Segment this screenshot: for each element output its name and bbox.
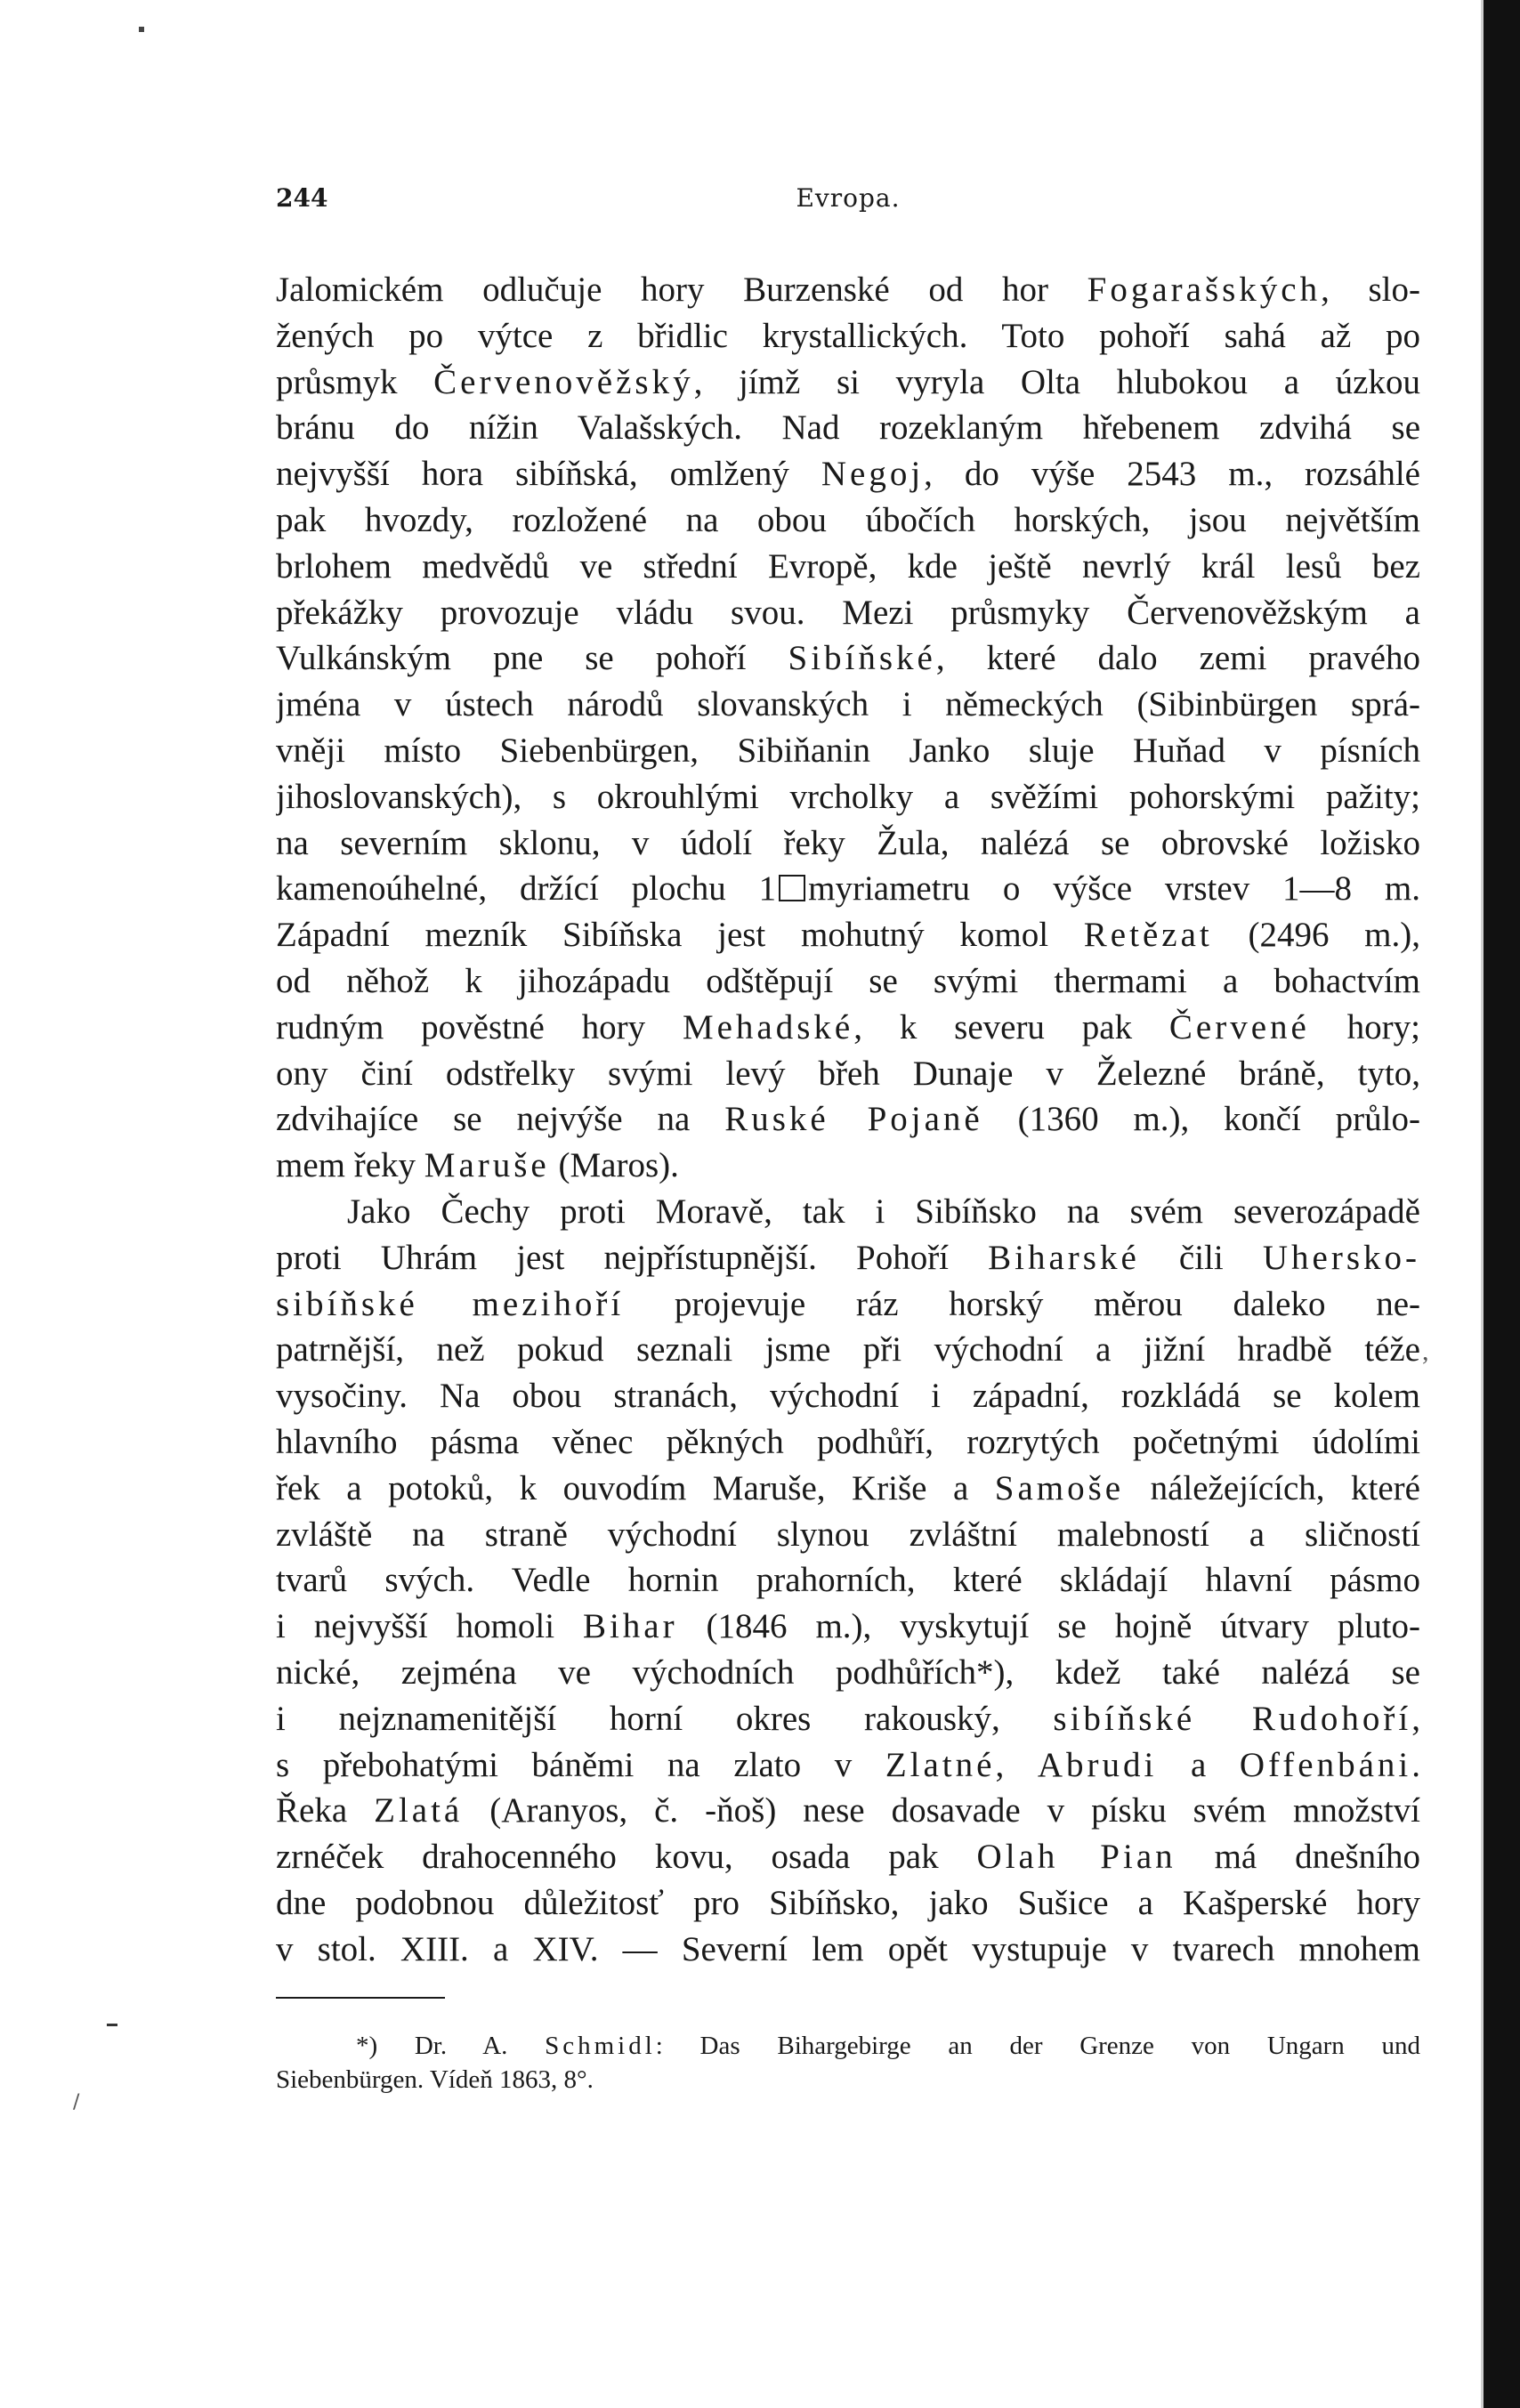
spaced-proper-name: Olah Pian xyxy=(976,1838,1176,1877)
page-number: 244 xyxy=(276,183,328,213)
spaced-proper-name: Retězat xyxy=(1083,916,1213,955)
body-line xyxy=(276,1466,1420,1512)
text-run: a xyxy=(1157,1745,1240,1784)
text-run: náležejících, které xyxy=(1124,1468,1420,1507)
body-line xyxy=(276,1189,1420,1235)
text-run: zvláště na straně východní slynou zvláštní malebností a sličností xyxy=(276,1515,1420,1554)
text-run: nejvyšší hora sibíňská, omlžený xyxy=(276,455,821,494)
text-run: Západní mezník Sibíňska jest mohutný komol xyxy=(276,916,1084,955)
text-run: myriametru o výšce vrstev 1—8 m. xyxy=(808,869,1420,909)
text-run: , xyxy=(1411,1699,1420,1738)
text-run: ony činí odstřelky svými levý břeh Dunaje v Železné bráně, tyto, xyxy=(276,1054,1420,1093)
body-line xyxy=(276,360,1420,406)
text-run: v stol. XIII. a XIV. — Severní lem opět vystupuje v tvarech mnohem xyxy=(276,1929,1420,1968)
body-line xyxy=(276,1419,1420,1466)
spaced-proper-name: Negoj xyxy=(821,455,925,494)
text-run: tvarů svých. Vedle hornin prahorních, které skládají hlavní pásmo xyxy=(276,1561,1420,1600)
body-line xyxy=(276,1880,1420,1927)
text-run: proti Uhrám jest nejpřístupnější. Pohoří xyxy=(276,1238,989,1277)
body-line xyxy=(276,1557,1420,1604)
body-line xyxy=(276,1096,1420,1143)
text-run: rudným pověstné hory xyxy=(276,1007,683,1046)
text-run: patrnější, než pokud seznali jsme při východní a jižní hradbě téže xyxy=(276,1330,1420,1370)
body-line xyxy=(276,635,1420,682)
body-line xyxy=(276,1742,1420,1789)
text-run: (Maros). xyxy=(549,1146,679,1185)
text-run: . xyxy=(1411,1745,1420,1784)
text-run: zrnéček drahocenného kovu, osada pak xyxy=(276,1838,977,1877)
spaced-proper-name: Abrudi xyxy=(1037,1745,1158,1784)
body-line xyxy=(276,1512,1420,1558)
text-run: (1846 m.), vyskytují se hojně útvary pluto- xyxy=(677,1607,1420,1646)
spaced-proper-name: Zlatá xyxy=(374,1791,464,1830)
text-run: Jako Čechy proti Moravě, tak i Sibíňsko na svém severozápadě xyxy=(347,1192,1420,1231)
spaced-proper-name: Schmidl xyxy=(545,2032,656,2060)
spaced-proper-name: Ruské Pojaně xyxy=(724,1100,983,1139)
text-run: , slo- xyxy=(1321,271,1420,309)
text-run: mem řeky xyxy=(276,1146,424,1185)
text-run: vysočiny. Na obou stranách, východní i západní, rozkládá se kolem xyxy=(276,1377,1420,1416)
text-run: projevuje ráz horský měrou daleko ne- xyxy=(624,1284,1420,1323)
text-run: Vulkánským pne se pohoří xyxy=(276,639,788,678)
text-run: jména v ústech národů slovanských i německých (Sibinbürgen sprá- xyxy=(276,685,1420,724)
text-run: jihoslovanských), s okrouhlými vrcholky a svěžími pohorskými pažity; xyxy=(276,777,1420,816)
footnote-rule xyxy=(276,1997,445,1999)
body-line xyxy=(276,682,1420,728)
text-run: řek a potoků, k ouvodím Maruše, Kriše a xyxy=(276,1468,995,1507)
margin-mark: , xyxy=(1422,1337,1429,1366)
body-line xyxy=(276,1005,1420,1051)
spaced-proper-name: Biharské xyxy=(988,1238,1140,1277)
text-run: , k severu pak xyxy=(853,1007,1169,1046)
text-run: vněji místo Siebenbürgen, Sibiňanin Janko sluje Huňad v písních xyxy=(276,731,1420,770)
scan-border-edge xyxy=(1481,0,1484,2408)
body-line xyxy=(276,1235,1420,1281)
spaced-proper-name: Červené xyxy=(1168,1007,1310,1046)
spaced-proper-name: Maruše xyxy=(424,1146,550,1185)
body-line xyxy=(276,405,1420,451)
spaced-proper-name: Červenověžský xyxy=(433,362,694,401)
text-run: na severním sklonu, v údolí řeky Žula, nalézá se obrovské ložisko xyxy=(276,823,1420,862)
text-run: čili xyxy=(1139,1238,1263,1277)
body-line xyxy=(276,728,1420,774)
text-run: pak hvozdy, rozložené na obou úbočích horských, jsou největším xyxy=(276,500,1420,539)
text-run: , do výše 2543 m., rozsáhlé xyxy=(924,455,1420,494)
text-run: Jalomickém odlučuje hory Burzenské od hor xyxy=(276,271,1087,309)
text-run: i nejvyšší homoli xyxy=(276,1607,583,1646)
text-run: Řeka xyxy=(276,1791,375,1830)
body-line xyxy=(276,313,1420,360)
text-run: i nejznamenitější horní okres rakouský, xyxy=(276,1699,1054,1738)
text-run: průsmyk xyxy=(276,362,434,401)
body-line xyxy=(276,820,1420,867)
body-line xyxy=(276,1788,1420,1834)
square-symbol xyxy=(779,875,805,901)
body-text xyxy=(276,267,1420,1972)
spaced-proper-name: sibíňské mezihoří xyxy=(276,1284,625,1323)
body-line xyxy=(276,1327,1420,1373)
body-line xyxy=(276,451,1420,497)
text-run: (Aranyos, č. -ňoš) nese dosavade v písku svém množství xyxy=(463,1791,1420,1830)
footnote xyxy=(276,2029,1420,2097)
text-run: dne podobnou důležitosť pro Sibíňsko, jako Sušice a Kašperské hory xyxy=(276,1883,1420,1922)
text-run: : Das Bihargebirge an der Grenze von Ungarn und xyxy=(655,2032,1420,2060)
text-run: kamenoúhelné, držící plochu 1 xyxy=(276,869,777,909)
footnote-line xyxy=(276,2029,1420,2063)
text-run: (1360 m.), končí průlo- xyxy=(982,1100,1420,1139)
page-header xyxy=(276,183,1420,219)
body-line xyxy=(276,544,1420,590)
spaced-proper-name: Fogarašských xyxy=(1087,271,1322,309)
body-line xyxy=(276,1927,1420,1973)
text-run: , jímž si vyryla Olta hlubokou a úzkou xyxy=(693,362,1420,401)
text-run: bránu do nížin Valašských. Nad rozeklaným hřebenem zdvihá se xyxy=(276,408,1420,448)
spaced-proper-name: Uhersko- xyxy=(1262,1238,1420,1277)
text-run: zdvihajíce se nejvýše na xyxy=(276,1100,725,1139)
scan-border xyxy=(1481,0,1520,2408)
body-line xyxy=(276,866,1420,912)
text-run: nické, zejména ve východních podhůřích*), kdež také nalézá se xyxy=(276,1652,1420,1692)
body-line xyxy=(276,1696,1420,1742)
spaced-proper-name: Bihar xyxy=(582,1607,678,1646)
text-run: Siebenbürgen. Vídeň 1863, 8°. xyxy=(276,2065,594,2094)
spaced-proper-name: Sibíňské xyxy=(788,639,936,678)
spaced-proper-name: Offenbáni xyxy=(1239,1745,1412,1784)
body-line xyxy=(276,497,1420,544)
body-line xyxy=(276,590,1420,636)
spaced-proper-name: sibíňské Rudohoří xyxy=(1053,1699,1412,1738)
body-line xyxy=(276,1834,1420,1880)
text-run: , které dalo zemi pravého xyxy=(935,639,1420,678)
text-run: , xyxy=(995,1745,1038,1784)
body-line xyxy=(276,1143,1420,1189)
body-line xyxy=(276,267,1420,313)
body-line xyxy=(276,1281,1420,1328)
spaced-proper-name: Zlatné xyxy=(885,1745,996,1784)
body-line xyxy=(276,912,1420,958)
text-run: *) Dr. A. xyxy=(356,2032,546,2060)
body-line xyxy=(276,1604,1420,1650)
spaced-proper-name: Mehadské xyxy=(682,1007,854,1046)
scan-mark-slash: / xyxy=(73,2091,80,2113)
scan-speck xyxy=(139,27,144,32)
body-line xyxy=(276,1051,1420,1097)
text-run: hory; xyxy=(1309,1007,1420,1046)
text-run: hlavního pásma věnec pěkných podhůří, rozrytých početnými údolími xyxy=(276,1422,1420,1461)
body-line xyxy=(276,958,1420,1005)
footnote-line xyxy=(276,2063,1420,2097)
text-run: žených po výtce z břidlic krystallických. Toto pohoří sahá až po xyxy=(276,316,1420,355)
body-line xyxy=(276,1373,1420,1419)
body-line xyxy=(276,774,1420,820)
text-run: brlohem medvědů ve střední Evropě, kde ještě nevrlý král lesů bez xyxy=(276,546,1420,586)
text-run: má dnešního xyxy=(1176,1838,1420,1877)
text-run: od něhož k jihozápadu odštěpují se svými thermami a bohactvím xyxy=(276,961,1420,1000)
text-run: překážky provozuje vládu svou. Mezi průsmyky Červenověžským a xyxy=(276,593,1420,632)
text-run: s přebohatými báněmi na zlato v xyxy=(276,1745,885,1784)
running-head: Evropa. xyxy=(796,183,901,213)
text-run: (2496 m.), xyxy=(1212,916,1420,955)
scan-mark xyxy=(107,2024,117,2026)
spaced-proper-name: Samoše xyxy=(994,1468,1125,1507)
body-line xyxy=(276,1650,1420,1696)
